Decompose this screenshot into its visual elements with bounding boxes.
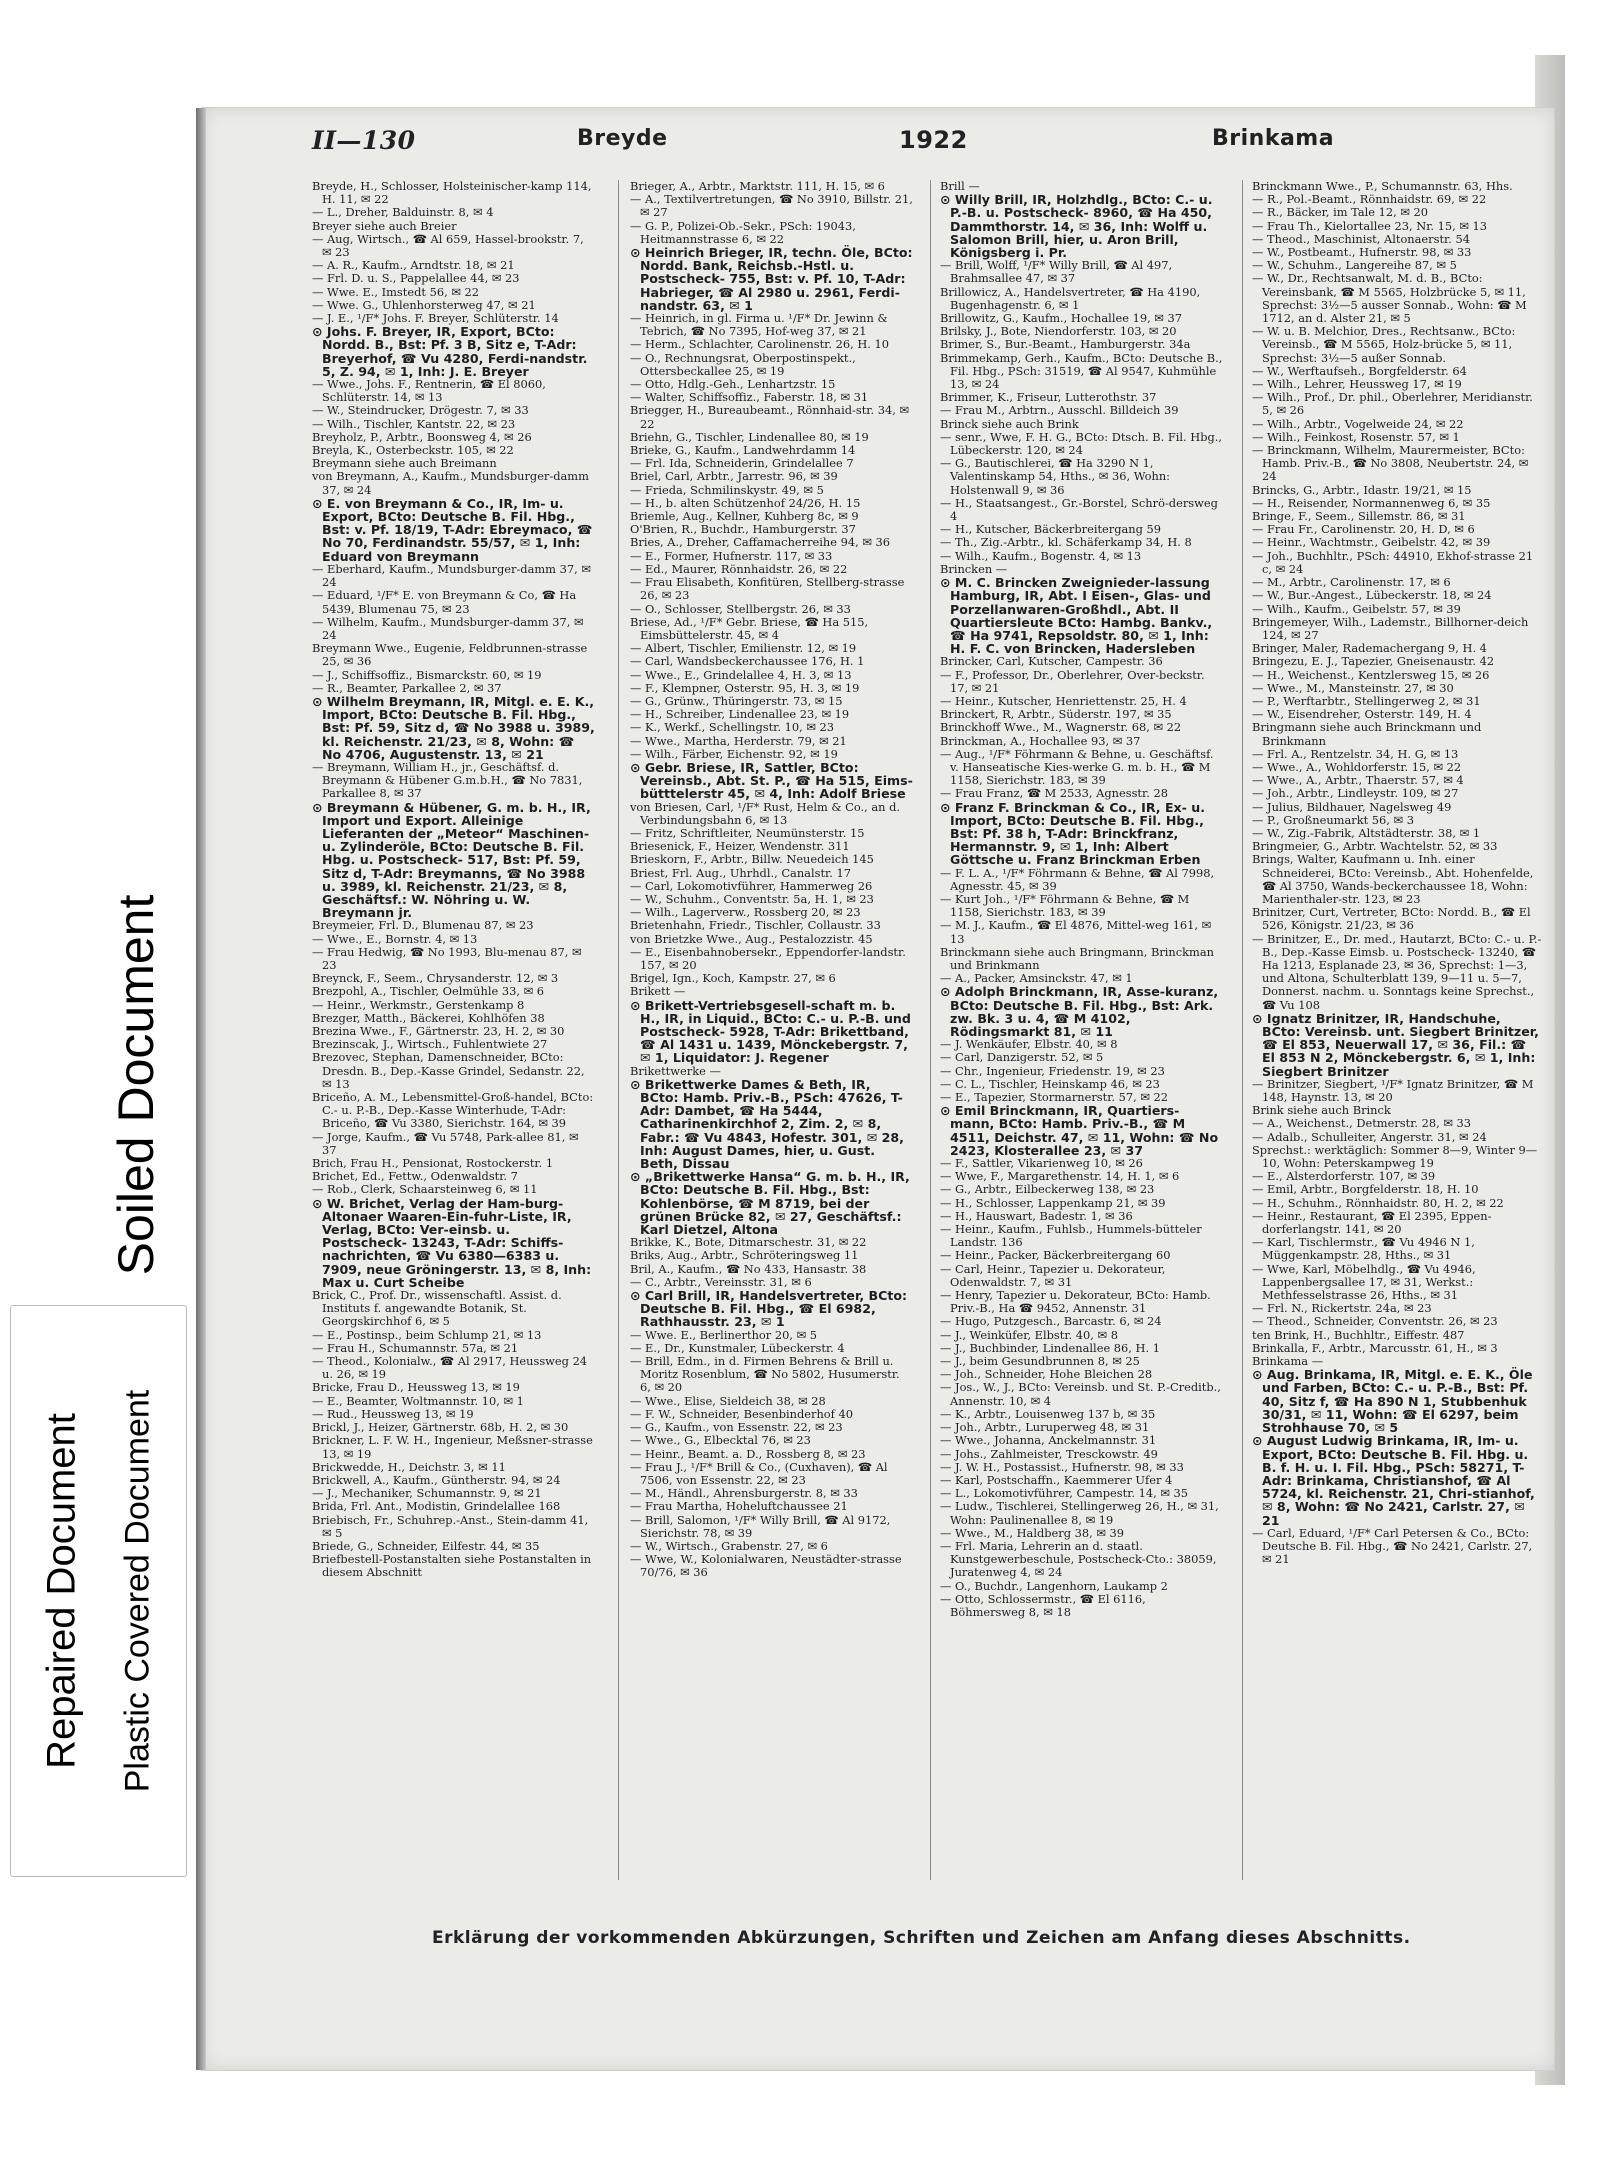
directory-entry: — Wilh., Tischler, Kantstr. 22, ✉ 23 [312,416,516,431]
directory-entry: — Wilh., Lagerverw., Rossberg 20, ✉ 23 [630,905,861,920]
directory-entry: — L., Dreher, Balduinstr. 8, ✉ 4 [312,205,494,220]
directory-entry: — H., Schuhm., Rönnhaidstr. 80, H. 2, ✉ 22 [1252,1195,1504,1210]
directory-entry: — Wilh., Färber, Eichenstr. 92, ✉ 19 [630,746,838,761]
directory-entry: — Heinr., Wachtmstr., Geibelstr. 42, ✉ 39 [1252,535,1491,550]
directory-entry: Breynck, F., Seem., Chrysanderstr. 12, ✉ 3 [312,971,559,986]
directory-entry: — J. E., ¹/F* Johs. F. Breyer, Schlüterstr. 14 [312,311,559,326]
directory-entry: Brinckmann siehe auch Bringmann, Brinckman und Brinkmann [940,944,1214,972]
directory-entry: Brillowicz, A., Handelsvertreter, ☎ Ha 4190, Bugenhagenstr. 6, ✉ 1 [940,284,1201,312]
directory-entry: — Frau H., Schumannstr. 57a, ✉ 21 [312,1340,519,1355]
directory-entry: — Frau Hedwig, ☎ No 1993, Blu-menau 87, ✉ 23 [312,944,582,972]
directory-entry: — Frieda, Schmilinskystr. 49, ✉ 5 [630,482,824,497]
directory-entry: ⊙ Aug. Brinkama, IR, Mitgl. e. E. K., Öle und Farben, BCto: C.- u. P.-B., Bst: Pf. 40, Sitz f, ☎ Ha 890 N 1, Stubbenhuk 30/31, ✉ 11, Wohn: ☎ El 6297, beim Strohhause 70, ✉ 5 [1252,1367,1533,1436]
directory-entry: — Heinr., Beamt. a. D., Rossberg 8, ✉ 23 [630,1446,866,1461]
directory-entry: — E., Eisenbahnobersekr., Eppendorfer-landstr. 157, ✉ 20 [630,944,906,972]
column-rule [930,180,931,1880]
directory-entry: — Chr., Ingenieur, Friedenstr. 19, ✉ 23 [940,1063,1165,1078]
directory-entry: — Joh., Buchhltr., PSch: 44910, Ekhof-strasse 21 c, ✉ 24 [1252,548,1534,576]
directory-entry: Brimmekamp, Gerh., Kaufm., BCto: Deutsche B., Fil. Hbg., PSch: 31519, ☎ Al 9547, Kuhmühle 13, ✉ 24 [940,350,1223,392]
directory-entry: — Frau J., ¹/F* Brill & Co., (Cuxhaven), ☎ Al 7506, von Essenstr. 22, ✉ 23 [630,1459,888,1487]
directory-entry: Bringe, F., Seem., Sillemstr. 86, ✉ 31 [1252,509,1466,524]
directory-entry: — Heinr., Packer, Bäckerbreitergang 60 [940,1248,1171,1263]
directory-entry: — Wwe, F., Margarethenstr. 14, H. 1, ✉ 6 [940,1169,1180,1184]
directory-entry: — Carl, Heinr., Tapezier u. Dekorateur, Odenwaldstr. 7, ✉ 31 [940,1261,1166,1289]
directory-entry: — Theod., Maschinist, Altonaerstr. 54 [1252,231,1470,246]
repaired-document-label [27,1306,97,1876]
directory-entry: Brikett — [630,984,686,999]
directory-entry: Brinckmann Wwe., P., Schumannstr. 63, Hhs. [1252,180,1513,193]
directory-entry: von Briesen, Carl, ¹/F* Rust, Helm & Co., an d. Verbindungsbahn 6, ✉ 13 [630,799,901,827]
directory-entry: — Kurt Joh., ¹/F* Föhrmann & Behne, ☎ M 1158, Sierichstr. 183, ✉ 39 [940,891,1190,920]
header-last-entry: Brinkama [1212,126,1335,151]
directory-entry: — K., Arbtr., Louisenweg 137 b, ✉ 35 [940,1406,1156,1421]
directory-entry: Briesenick, F., Heizer, Wendenstr. 311 [630,839,850,854]
directory-entry: — Carl, Lokomotivführer, Hammerweg 26 [630,878,873,893]
directory-entry: — Wwe., M., Mansteinstr. 27, ✉ 30 [1252,680,1454,695]
repaired-label-text: Repaired Document [39,1413,84,1769]
directory-entry: — Wilh., Arbtr., Vogelweide 24, ✉ 22 [1252,416,1464,431]
directory-entry: Briese, Ad., ¹/F* Gebr. Briese, ☎ Ha 515, Eimsbüttelerstr. 45, ✉ 4 [630,614,869,642]
binding-shadow [196,108,206,2070]
directory-entry: von Brietzke Wwe., Aug., Pestalozzistr. 45 [630,931,873,946]
directory-entry: Brinkalla, F., Arbtr., Marcusstr. 61, H., ✉ 3 [1252,1340,1498,1355]
page-header [312,126,1512,162]
directory-entry: Briest, Frl. Aug., Uhrhdl., Canalstr. 17 [630,865,851,880]
directory-entry: — Aug., ¹/F* Föhrmann & Behne, u. Geschäftsf. v. Hanseatische Kies-werke G. m. b. H., ☎ M 1158, Sierichstr. 183, ✉ 39 [940,746,1214,788]
directory-entry: — H., Schreiber, Lindenallee 23, ✉ 19 [630,707,850,722]
directory-entry: — Wilh., Kaufm., Bogenstr. 4, ✉ 13 [940,548,1142,563]
directory-entry: ⊙ E. von Breymann & Co., IR, Im- u. Export, BCto: Deutsche B. Fil. Hbg., Bst: v. Pf. 18/19, T-Adr: Ebreymaco, ☎ No 70, Ferdinandstr. 55/57, ✉ 1, Inh: Eduard von Breymann [312,495,593,564]
directory-entry: ⊙ Willy Brill, IR, Holzhdlg., BCto: C.- u. P.-B. u. Postscheck- 8960, ☎ Ha 450, Dammthorstr. 14, ✉ 36, Inh: Wolff u. Salomon Brill, hier, u. Aron Brill, Königsberg i. Pr. [940,192,1213,261]
directory-entry: — Eduard, ¹/F* E. von Breymann & Co, ☎ Ha 5439, Blumenau 75, ✉ 23 [312,588,577,616]
directory-entry: — K., Werkf., Schellingstr. 10, ✉ 23 [630,720,834,735]
directory-entry: — Herm., Schlachter, Carolinenstr. 26, H. 10 [630,337,889,352]
directory-entry: — F., Sattler, Vikarienweg 10, ✉ 26 [940,1156,1143,1171]
column-1 [312,180,595,1915]
directory-entry: — A., Packer, Amsinckstr. 47, ✉ 1 [940,971,1133,986]
directory-entry: — Brinitzer, Siegbert, ¹/F* Ignatz Brinitzer, ☎ M 148, Haynstr. 13, ✉ 20 [1252,1076,1534,1105]
directory-entry: — H., Hauswart, Badestr. 1, ✉ 36 [940,1208,1133,1223]
directory-entry: — Walter, Schiffsoffiz., Faberstr. 18, ✉ 31 [630,390,869,405]
directory-entry: Brimer, S., Bur.-Beamt., Hamburgerstr. 34a [940,337,1191,352]
directory-entry: ⊙ Brikettwerke Dames & Beth, IR, BCto: Hamb. Priv.-B., PSch: 47626, T-Adr: Dambet, ☎ Ha 5444, Catharinenkirchhof 2, Zim. 2, ✉ 8, Fabr.: ☎ Vu 4843, Hofestr. 301, ✉ 28, Inh: August Dames, hier, u. Gust. Beth, Dissau [630,1076,904,1172]
directory-entry: — P., Werftarbtr., Stellingerweg 2, ✉ 31 [1252,693,1481,708]
directory-entry: — Carl, Danzigerstr. 52, ✉ 5 [940,1050,1104,1065]
directory-entry: Bringer, Maler, Rademachergang 9, H. 4 [1252,641,1487,656]
directory-entry: — Aug, Wirtsch., ☎ Al 659, Hassel-brookstr. 7, ✉ 23 [312,231,584,260]
directory-entry: — W., Schuhm., Conventstr. 5a, H. 1, ✉ 23 [630,891,874,906]
directory-entry: — E., Tapezier, Stormarnerstr. 57, ✉ 22 [940,1090,1169,1105]
directory-entry: — M. J., Kaufm., ☎ El 4876, Mittel-weg 161, ✉ 13 [940,918,1212,946]
directory-entry: Briemle, Aug., Kellner, Kuhberg 8c, ✉ 9 [630,509,859,524]
directory-entry: Briede, G., Schneider, Eilfestr. 44, ✉ 35 [312,1538,540,1553]
directory-entry: — Albert, Tischler, Emilienstr. 12, ✉ 19 [630,641,857,656]
directory-entry: Brincker, Carl, Kutscher, Campestr. 36 [940,654,1163,669]
directory-entry: — W. u. B. Melchior, Dres., Rechtsanw., BCto: Vereinsb., ☎ M 5565, Holz-brücke 5, ✉ 11, Sprechst: 3½—5 außer Sonnab. [1252,324,1516,365]
directory-entry: Brinkama — [1252,1354,1324,1369]
directory-entry: Brick, C., Prof. Dr., wissenschaftl. Assist. d. Instituts f. angewandte Botanik, St. Georgskirchhof 6, ✉ 5 [312,1288,562,1329]
directory-entry: ⊙ Ignatz Brinitzer, IR, Handschuhe, BCto: Vereinsb. unt. Siegbert Brinitzer, ☎ El 853, Neuerwall 17, ✉ 36, Fil.: ☎ El 853 N 2, Mönckebergstr. 6, ✉ 1, Inh: Siegbert Brinitzer [1252,1010,1539,1079]
directory-entry: — E., Beamter, Woltmannstr. 10, ✉ 1 [312,1393,524,1408]
directory-entry: — Frau M., Arbtrn., Ausschl. Billdeich 39 [940,403,1179,418]
directory-entry: — Joh., Schneider, Hohe Bleichen 28 [940,1367,1153,1382]
directory-entry: — Wilh., Prof., Dr. phil., Oberlehrer, Meridianstr. 5, ✉ 26 [1252,390,1533,418]
directory-entry: — Otto, Hdlg.-Geh., Lenhartzstr. 15 [630,377,836,392]
directory-entry: — R., Beamter, Parkallee 2, ✉ 37 [312,680,502,695]
directory-entry: Breymeier, Frl. D., Blumenau 87, ✉ 23 [312,918,534,933]
directory-entry: — Wwe., G., Elbecktal 76, ✉ 23 [630,1433,811,1448]
directory-entry: — Julius, Bildhauer, Nagelsweg 49 [1252,799,1452,814]
directory-entry: ⊙ M. C. Brincken Zweignieder-lassung Hamburg, IR, Abt. I Eisen-, Glas- und Porzellanwaren-Großhdl., Abt. II Quartiersleute BCto: Hambg. Bankv., ☎ Ha 9741, Repsoldstr. 80, ✉ 1, Inh: H. F. C. von Brincken, Hadersleben [940,575,1213,657]
directory-entry: Brikke, K., Bote, Ditmarschestr. 31, ✉ 22 [630,1235,867,1250]
directory-entry: — J., Schiffsoffiz., Bismarckstr. 60, ✉ 19 [312,667,542,682]
directory-entry: Bringmeier, G., Arbtr. Wachtelstr. 52, ✉ 33 [1252,839,1498,854]
directory-entry: — A., Weichenst., Detmerstr. 28, ✉ 33 [1252,1116,1472,1131]
directory-entry: — H., Weichenst., Kentzlersweg 15, ✉ 26 [1252,667,1490,682]
directory-entry: Brickwell, A., Kaufm., Güntherstr. 94, ✉ 24 [312,1472,561,1487]
directory-entry: — G., Arbtr., Eilbeckerweg 138, ✉ 23 [940,1182,1155,1197]
directory-entry: Bringemeyer, Wilh., Lademstr., Billhorner-deich 124, ✉ 27 [1252,614,1529,642]
page-footer-note: Erklärung der vorkommenden Abkürzungen, Schriften und Zeichen am Anfang dieses Abschnitts. [432,1928,1411,1948]
directory-entry: — senr., Wwe, F. H. G., BCto: Dtsch. B. Fil. Hbg., Lübeckerstr. 120, ✉ 24 [940,429,1223,458]
directory-entry: — Karl, Tischlermstr., ☎ Vu 4946 N 1, Müggenkampstr. 28, Hths., ✉ 31 [1252,1235,1475,1263]
directory-entry: Brietenhahn, Friedr., Tischler, Collaustr. 33 [630,918,881,933]
directory-entry: O'Brien, R., Buchdr., Hamburgerstr. 37 [630,522,856,537]
directory-entry: — W., Bur.-Angest., Lübeckerstr. 18, ✉ 24 [1252,588,1492,603]
directory-entry: ⊙ W. Brichet, Verlag der Ham-burg-Altonaer Waaren-Ein-fuhr-Liste, IR, Verlag, BCto: Ver-einsb. u. Postscheck- 13243, T-Adr: Schiffs-nachrichten, ☎ Vu 6380—6383 u. 7909, neue Gröningerstr. 13, ✉ 8, Inh: Max u. Curt Scheibe [312,1195,592,1290]
condition-label-card [10,1305,187,1877]
directory-entry: Brinckman, A., Hochallee 93, ✉ 37 [940,733,1141,748]
directory-entry: — J., Buchbinder, Lindenallee 86, H. 1 [940,1340,1160,1355]
directory-entry: — J., beim Gesundbrunnen 8, ✉ 25 [940,1354,1140,1369]
directory-entry: Briel, Carl, Arbtr., Jarrestr. 96, ✉ 39 [630,469,838,484]
directory-entry: — Wwe., E., Bornstr. 4, ✉ 13 [312,931,478,946]
directory-entry: — Ludw., Tischlerei, Stellingerweg 26, H., ✉ 31, Wohn: Paulinenallee 8, ✉ 19 [940,1499,1219,1527]
directory-entry: — H., Kutscher, Bäckerbreitergang 59 [940,522,1162,537]
directory-entry: Breymann siehe auch Breimann [312,456,497,471]
directory-entry: Bries, A., Dreher, Caffamacherreihe 94, ✉ 36 [630,535,891,550]
directory-entry: Brinckhoff Wwe., M., Wagnerstr. 68, ✉ 22 [940,720,1182,735]
directory-entry: Breyer siehe auch Breier [312,218,457,233]
directory-entry: — Frau Th., Kielortallee 23, Nr. 15, ✉ 13 [1252,218,1488,233]
directory-entry: — E., Dr., Kunstmaler, Lübeckerstr. 4 [630,1340,845,1355]
directory-entry: ten Brink, H., Buchhltr., Eiffestr. 487 [1252,1327,1465,1342]
directory-entry: Briceño, A. M., Lebensmittel-Groß-handel, BCto: C.- u. P.-B., Dep.-Kasse Winterhude, T-Adr: Briceño, ☎ Vu 3380, Sierichstr. 164, ✉ 39 [312,1090,594,1131]
directory-entry: Bringmann siehe auch Brinckmann und Brinkmann [1252,720,1482,748]
directory-entry: — Heinr., Kutscher, Henriettenstr. 25, H. 4 [940,693,1187,708]
directory-entry: — Wilh., Feinkost, Rosenstr. 57, ✉ 1 [1252,429,1460,444]
directory-entry: — Frau Martha, Hoheluftchaussee 21 [630,1499,848,1514]
directory-entry: — H., Schlosser, Lappenkamp 21, ✉ 39 [940,1195,1166,1210]
directory-entry: Brich, Frau H., Pensionat, Rostockerstr. 1 [312,1156,554,1171]
directory-entry: — Frl. A., Rentzelstr. 34, H. G, ✉ 13 [1252,746,1459,761]
directory-entry: — E., Former, Hufnerstr. 117, ✉ 33 [630,548,833,563]
directory-entry: Brillowitz, G., Kaufm., Hochallee 19, ✉ 37 [940,311,1182,326]
directory-entry: — Adalb., Schulleiter, Angerstr. 31, ✉ 24 [1252,1129,1487,1144]
directory-entry: Briks, Aug., Arbtr., Schröteringsweg 11 [630,1248,859,1263]
directory-entry: — Frau Franz, ☎ M 2533, Agnesstr. 28 [940,786,1168,801]
directory-entry: — G., Bautischlerei, ☎ Ha 3290 N 1, Valentinskamp 54, Hths., ✉ 36, Wohn: Holstenwall 9, ✉ 36 [940,456,1170,497]
directory-entry: — W., Steindrucker, Drögestr. 7, ✉ 33 [312,403,529,418]
directory-entry: — A., Textilvertretungen, ☎ No 3910, Billstr. 21, ✉ 27 [630,192,913,220]
page-number: II—130 [312,126,416,155]
directory-entry: — W., Werftaufseh., Borgfelderstr. 64 [1252,363,1467,378]
directory-entry: — Brill, Edm., in d. Firmen Behrens & Brill u. Moritz Rosenblum, ☎ No 5802, Husumerstr. 6, ✉ 20 [630,1354,900,1395]
directory-entry: — Wwe, W., Kolonialwaren, Neustädter-strasse 70/76, ✉ 36 [630,1552,902,1580]
directory-entry: Brigel, Ign., Koch, Kampstr. 27, ✉ 6 [630,971,836,986]
directory-entry: Brieke, G., Kaufm., Landwehrdamm 14 [630,443,856,458]
directory-entry: — C. L., Tischler, Heinskamp 46, ✉ 23 [940,1076,1160,1091]
directory-entry: — Wwe., Martha, Herderstr. 79, ✉ 21 [630,733,847,748]
directory-entry: Bringezu, E. J., Tapezier, Gneisenaustr. 42 [1252,654,1495,669]
directory-entry: — Frl. N., Rickertstr. 24a, ✉ 23 [1252,1301,1432,1316]
directory-entry: Brieger, A., Arbtr., Marktstr. 111, H. 15, ✉ 6 [630,180,885,193]
directory-entry: — G., Grünw., Thüringerstr. 73, ✉ 15 [630,693,843,708]
directory-entry: — J. Wenkäufer, Elbstr. 40, ✉ 8 [940,1037,1118,1052]
column-rule [1242,180,1243,1880]
directory-entry: ⊙ Wilhelm Breymann, IR, Mitgl. e. E. K., Import, BCto: Deutsche B. Fil. Hbg., Bst: Pf. 59, Sitz d, ☎ No 3988 u. 3989, kl. Reichenstr. 21/23, ✉ 8, Wohn: ☎ No 4706, Augustenstr. 13, ✉ 21 [312,693,595,762]
directory-entry: — O., Schlosser, Stellbergstr. 26, ✉ 33 [630,601,851,616]
directory-entry: ⊙ Franz F. Brinckman & Co., IR, Ex- u. Import, BCto: Deutsche B. Fil. Hbg., Bst: Pf. 38 h, T-Adr: Brinckfranz, Hermannstr. 9, ✉ 1, Inh: Albert Göttsche u. Franz Brinckman Erben [940,799,1206,868]
directory-entry: Brincks, G., Arbtr., Idastr. 19/21, ✉ 15 [1252,482,1472,497]
directory-entry: Breyholz, P., Arbtr., Boonsweg 4, ✉ 26 [312,429,532,444]
directory-entry: ⊙ Adolph Brinckmann, IR, Asse-kuranz, BCto: Deutsche B. Fil. Hbg., Bst: Ark. zw. Bk. 3 u. 4, ☎ M 4102, Rödingsmarkt 81, ✉ 11 [940,984,1219,1039]
directory-entry: Briebisch, Fr., Schuhrep.-Anst., Stein-damm 41, ✉ 5 [312,1512,589,1540]
directory-entry: — Carl, Wandsbeckerchaussee 176, H. 1 [630,654,865,669]
directory-entry: — Hugo, Putzgesch., Barcastr. 6, ✉ 24 [940,1314,1162,1329]
column-rule [618,180,619,1880]
directory-entry: Bril, A., Kaufm., ☎ No 433, Hansastr. 38 [630,1261,867,1276]
directory-entry: — F., Klempner, Osterstr. 95, H. 3, ✉ 19 [630,680,860,695]
directory-entry: — Rob., Clerk, Schaarsteinweg 6, ✉ 11 [312,1182,538,1197]
directory-entry: — Joh., Arbtr., Luruperweg 48, ✉ 31 [940,1420,1150,1435]
directory-entry: — Heinr., Werkmstr., Gerstenkamp 8 [312,997,525,1012]
directory-entry: — Frl. D. u. S., Pappelallee 44, ✉ 23 [312,271,520,286]
scan-border [0,0,1600,55]
directory-entry: — Wwe., Johs. F., Rentnerin, ☎ El 8060, Schlüterstr. 14, ✉ 13 [312,377,546,405]
directory-entry: — Karl, Postschaffn., Kaemmerer Ufer 4 [940,1472,1173,1487]
directory-entry: ⊙ Carl Brill, IR, Handelsvertreter, BCto: Deutsche B. Fil. Hbg., ☎ El 6982, Rathhausstr. 23, ✉ 1 [630,1288,908,1330]
header-year: 1922 [899,126,968,154]
directory-entry: — O., Rechnungsrat, Oberpostinspekt., Ottersbeckallee 25, ✉ 19 [630,350,856,378]
directory-entry: — Heinrich, in gl. Firma u. ¹/F* Dr. Jewinn & Tebrich, ☎ No 7395, Hof-weg 37, ✉ 21 [630,311,888,339]
directory-entry: Brilsky, J., Bote, Niendorferstr. 103, ✉ 20 [940,324,1177,339]
directory-entry: Brida, Frl. Ant., Modistin, Grindelallee 168 [312,1499,561,1514]
directory-entry: Brincken — [940,561,1008,576]
directory-entry: — E., Postinsp., beim Schlump 21, ✉ 13 [312,1327,542,1342]
directory-entry: — Carl, Eduard, ¹/F* Carl Petersen & Co., BCto: Deutsche B. Fil. Hbg., ☎ No 2421, Carlstr. 27, ✉ 21 [1252,1525,1533,1567]
directory-entry: Sprechst.: werktäglich: Sommer 8—9, Winter 9—10, Wohn: Peterskampweg 19 [1252,1142,1538,1171]
directory-entry: Brinck siehe auch Brink [940,416,1079,431]
directory-entry: — Emil, Arbtr., Borgfelderstr. 18, H. 10 [1252,1182,1479,1197]
directory-entry: Brickl, J., Heizer, Gärtnerstr. 68b, H. 2, ✉ 30 [312,1420,569,1435]
directory-entry: Bricke, Frau D., Heussweg 13, ✉ 19 [312,1380,520,1395]
directory-entry: Brinckert, R, Arbtr., Süderstr. 197, ✉ 35 [940,707,1172,722]
directory-entry: — Wwe., E., Grindelallee 4, H. 3, ✉ 13 [630,667,852,682]
directory-entry: — J., Mechaniker, Schumannstr. 9, ✉ 21 [312,1486,542,1501]
directory-entry: — Brinckmann, Wilhelm, Maurermeister, BCto: Hamb. Priv.-B., ☎ No 3808, Neubertstr. 24, ✉ 24 [1252,443,1529,484]
directory-entry: Brimmer, K., Friseur, Lutterothstr. 37 [940,390,1157,405]
directory-entry: — G., Kaufm., von Essenstr. 22, ✉ 23 [630,1420,843,1435]
directory-entry: — Frl. Maria, Lehrerin an d. staatl. Kunstgewerbeschule, Postscheck-Cto.: 38059, Juratenweg 4, ✉ 24 [940,1538,1217,1580]
directory-entry: — Heinr., Kaufm., Fuhlsb., Hummels-bütteler Landstr. 136 [940,1222,1202,1250]
directory-entry: — Jos., W., J., BCto: Vereinsb. und St. P.-Creditb., Annenstr. 10, ✉ 4 [940,1380,1221,1408]
directory-entry: ⊙ Johs. F. Breyer, IR, Export, BCto: Nordd. B., Bst: Pf. 3 B, Sitz e, T-Adr: Breyerhof, ☎ Vu 4280, Ferdi-nandstr. 5, Z. 94, ✉ 1, Inh: J. E. Breyer [312,324,588,379]
directory-entry: Brings, Walter, Kaufmann u. Inh. einer Schneiderei, BCto: Vereinsb., Abt. Hohenfelde, ☎ Al 3750, Wands-beckerchaussee 18, Wohn: Marienthaler-str. 123, ✉ 23 [1252,852,1534,906]
header-first-entry: Breyde [577,126,668,151]
directory-entry: — M., Händl., Ahrensburgerstr. 8, ✉ 33 [630,1486,858,1501]
directory-entry: — Theod., Kolonialw., ☎ Al 2917, Heussweg 24 u. 26, ✉ 19 [312,1354,588,1382]
directory-entry: ⊙ Heinrich Brieger, IR, techn. Öle, BCto: Nordd. Bank, Reichsb.-Hstl. u. Postscheck- 755, Bst: v. Pf. 10, T-Adr: Habrieger, ☎ Al 2980 u. 2961, Ferdi-nandstr. 63, ✉ 1 [630,245,913,313]
directory-entry: — R., Pol.-Beamt., Rönnhaidstr. 69, ✉ 22 [1252,192,1487,207]
directory-entry: Brezovec, Stephan, Damenschneider, BCto: Dresdn. B., Dep.-Kasse Grindel, Sedanstr. 22, ✉ 13 [312,1050,585,1091]
directory-entry: Brickwedde, H., Deichstr. 3, ✉ 11 [312,1459,506,1474]
directory-entry: ⊙ Gebr. Briese, IR, Sattler, BCto: Vereinsb., Abt. St. P., ☎ Ha 515, Eims-bütttelerstr 45, ✉ 4, Inh: Adolf Briese [630,759,913,802]
directory-entry: — W., Zig.-Fabrik, Altstädterstr. 38, ✉ 1 [1252,825,1481,840]
directory-entry: Brezina Wwe., F., Gärtnerstr. 23, H. 2, ✉ 30 [312,1024,565,1038]
directory-entry: — H., b. alten Schützenhof 24/26, H. 15 [630,495,861,510]
column-2 [630,180,913,1915]
directory-entry: Brink siehe auch Brinck [1252,1103,1391,1118]
plastic-label-text: Plastic Covered Document [118,1389,157,1793]
directory-entry: Brikettwerke — [630,1063,721,1078]
directory-entry: — Jorge, Kaufm., ☎ Vu 5748, Park-allee 81, ✉ 37 [312,1129,579,1157]
directory-entry: Breyde, H., Schlosser, Holsteinischer-kamp 114, H. 11, ✉ 22 [312,180,592,207]
directory-entry: — Otto, Schlossermstr., ☎ El 6116, Böhmersweg 8, ✉ 18 [940,1591,1146,1619]
directory-entry: Breyla, K., Osterbeckstr. 105, ✉ 22 [312,443,514,458]
directory-entry: Brezinscak, J., Wirtsch., Fuhlentwiete 27 [312,1037,548,1052]
directory-entry: — J., Weinküfer, Elbstr. 40, ✉ 8 [940,1327,1118,1342]
directory-entry: ⊙ Breymann & Hübener, G. m. b. H., IR, Import und Export. Alleinige Lieferanten der „Meteor“ Maschinen- u. Zylinderöle, BCto: Deutsche B. Fil. Hbg. u. Postscheck- 517, Bst: Pf. 59, Sitz d, T-Adr: Breymanns, ☎ No 3988 u. 3989, kl. Reichenstr. 21/23, ✉ 8, Geschäftsf.: W. Nöhring u. W. Breymann jr. [312,799,591,921]
directory-entry: — Eberhard, Kaufm., Mundsburger-damm 37, ✉ 24 [312,561,591,590]
directory-entry: — Wwe. E., Berlinerthor 20, ✉ 5 [630,1327,817,1342]
directory-entry: — Brill, Salomon, ¹/F* Willy Brill, ☎ Al 9172, Sierichstr. 78, ✉ 39 [630,1512,891,1540]
directory-entry: — Breymann, William H., jr., Geschäftsf. d. Breymann & Hübener G.m.b.H., ☎ No 7831, Parkallee 8, ✉ 37 [312,759,583,801]
soiled-document-label [96,805,176,1365]
directory-entry: Briehn, G., Tischler, Lindenallee 80, ✉ 19 [630,429,869,444]
directory-entry: — Wwe., Johanna, Anckelmannstr. 31 [940,1433,1157,1448]
directory-entry: — Wwe., M., Haldberg 38, ✉ 39 [940,1525,1125,1540]
directory-entry: — Wwe. G., Uhlenhorsterweg 47, ✉ 21 [312,297,536,312]
directory-entry: — Henry, Tapezier u. Dekorateur, BCto: Hamb. Priv.-B., Ha ☎ 9452, Annenstr. 31 [940,1288,1211,1316]
directory-entry: Brezpohl, A., Tischler, Oelmühle 33, ✉ 6 [312,984,544,999]
directory-entry: — A. R., Kaufm., Arndtstr. 18, ✉ 21 [312,258,515,273]
directory-entry: — H., Reisender, Normannenweg 6, ✉ 35 [1252,495,1491,510]
directory-entry: — W., Schuhm., Langereihe 87, ✉ 5 [1252,258,1457,273]
directory-entry: — Wwe, Karl, Möbelhdlg., ☎ Vu 4946, Lappenbergsallee 17, ✉ 31, Werkst.: Methfesselstrasse 26, Hths., ✉ 31 [1252,1261,1476,1303]
directory-entry: ⊙ „Brikettwerke Hansa“ G. m. b. H., IR, BCto: Deutsche B. Fil. Hbg., Bst: Kohlenbörse, ☎ M 8719, bei der grünen Brücke 82, ✉ 27, Geschäftsf.: Karl Dietzel, Altona [630,1169,910,1238]
directory-entry: — F. L. A., ¹/F* Föhrmann & Behne, ☎ Al 7998, Agnesstr. 45, ✉ 39 [940,865,1215,893]
directory-entry: — Wilh., Lehrer, Heussweg 17, ✉ 19 [1252,377,1462,392]
directory-entry: Brezger, Matth., Bäckerei, Kohlhöfen 38 [312,1010,545,1025]
directory-entry: — C., Arbtr., Vereinsstr. 31, ✉ 6 [630,1274,812,1289]
directory-entry: — Rud., Heussweg 13, ✉ 19 [312,1406,474,1421]
directory-entry: — Frl. Ida, Schneiderin, Grindelallee 7 [630,456,854,471]
directory-columns [312,180,1554,1915]
directory-entry: — P., Großneumarkt 56, ✉ 3 [1252,812,1414,827]
directory-entry: — Wwe. E., Imstedt 56, ✉ 22 [312,284,479,299]
directory-entry: Brill — [940,180,980,193]
directory-entry: — J. W. H., Postassist., Hufnerstr. 98, ✉ 33 [940,1459,1184,1474]
soiled-label-text: Soiled Document [108,894,164,1276]
directory-entry: — R., Bäcker, im Tale 12, ✉ 20 [1252,205,1429,220]
directory-entry: — W., Postbeamt., Hufnerstr. 98, ✉ 33 [1252,245,1472,260]
directory-entry: — F., Professor, Dr., Oberlehrer, Over-beckstr. 17, ✉ 21 [940,667,1205,695]
directory-entry: Brieskorn, F., Arbtr., Billw. Neuedeich 145 [630,852,874,867]
directory-entry: — M., Arbtr., Carolinenstr. 17, ✉ 6 [1252,575,1451,590]
directory-entry: — Heinr., Restaurant, ☎ El 2395, Eppen-dorferlangstr. 141, ✉ 20 [1252,1208,1492,1237]
directory-entry: — Ed., Maurer, Rönnhaidstr. 26, ✉ 22 [630,561,848,576]
directory-entry: — Brinitzer, E., Dr. med., Hautarzt, BCto: C.- u. P.-B., Dep.-Kasse Eimsb. u. Postscheck- 13240, ☎ Ha 1213, Esplanade 23, ✉ 36, Sprechst: 1—3, und Altona, Schulterblatt 139, 9—11 u. 5—7, Donnerst. nachm. u. Sonntags keine Sprechst., ☎ Vu 108 [1252,931,1542,1012]
directory-entry: — Joh., Arbtr., Lindleystr. 109, ✉ 27 [1252,786,1459,801]
directory-entry: Brickner, L. F. W. H., Ingenieur, Meßsner-strasse 13, ✉ 19 [312,1433,593,1461]
directory-entry: — H., Staatsangest., Gr.-Borstel, Schrö-dersweg 4 [940,495,1218,524]
directory-entry: ⊙ August Ludwig Brinkama, IR, Im- u. Export, BCto: Deutsche B. Fil. Hbg. u. B. f. H. u. I. Fil. Hbg., PSch: 58271, T-Adr: Brinkama, Christianshof, ☎ Al 5724, kl. Reichenstr. 21, Chri-stianhof, ✉ 8, Wohn: ☎ No 2421, Carlstr. 27, ✉ 21 [1252,1433,1535,1528]
directory-entry: — Brill, Wolff, ¹/F* Willy Brill, ☎ Al 497, Brahmsallee 47, ✉ 37 [940,258,1173,286]
directory-entry: ⊙ Brikett-Vertriebsgesell-schaft m. b. H., IR, in Liquid., BCto: C.- u. P.-B. und Postscheck- 5928, T-Adr: Brikettband, ☎ Al 1431 u. 1439, Mönckebergstr. 7, ✉ 1, Liquidator: J. Regener [630,997,911,1066]
directory-entry: — W., Dr., Rechtsanwalt, M. d. B., BCto: Vereinsbank, ☎ M 5565, Holzbrücke 5, ✉ 11, Sprechst: 3½—5 ausser Sonnab., Wohn: ☎ M 1712, an d. Alster 21, ✉ 5 [1252,271,1527,326]
column-3 [940,180,1223,1915]
directory-entry: — Frau Fr., Carolinenstr. 20, H. D, ✉ 6 [1252,522,1475,537]
directory-entry: Breymann Wwe., Eugenie, Feldbrunnen-strasse 25, ✉ 36 [312,641,588,669]
directory-entry: — O., Buchdr., Langenhorn, Laukamp 2 [940,1578,1168,1593]
directory-entry: — Wilh., Kaufm., Geibelstr. 57, ✉ 39 [1252,601,1461,616]
directory-entry: — E., Alsterdorferstr. 107, ✉ 39 [1252,1169,1436,1184]
directory-entry: — G. P., Polizei-Ob.-Sekr., PSch: 19043, Heitmannstrasse 6, ✉ 22 [630,218,856,246]
directory-entry: — Th., Zig.-Arbtr., kl. Schäferkamp 34, H. 8 [940,535,1192,550]
directory-entry: — F. W., Schneider, Besenbinderhof 40 [630,1406,853,1421]
directory-entry: — L., Lokomotivführer, Campestr. 14, ✉ 35 [940,1486,1189,1501]
directory-entry: — Theod., Schneider, Conventstr. 26, ✉ 23 [1252,1314,1498,1329]
directory-entry: — Frau Elisabeth, Konfitüren, Stellberg-strasse 26, ✉ 23 [630,575,905,603]
directory-entry: — W., Wirtsch., Grabenstr. 27, ✉ 6 [630,1538,828,1553]
column-4 [1252,180,1542,1915]
directory-entry: Brinitzer, Curt, Vertreter, BCto: Nordd. B., ☎ El 526, Königstr. 21/23, ✉ 36 [1252,905,1531,933]
directory-entry: Briefbestell-Postanstalten siehe Postanstalten in diesem Abschnitt [312,1552,592,1580]
directory-entry: von Breymann, A., Kaufm., Mundsburger-damm 37, ✉ 24 [312,469,589,497]
directory-entry: — Wwe., A., Arbtr., Thaerstr. 57, ✉ 4 [1252,773,1464,788]
directory-entry: — Fritz, Schriftleiter, Neumünsterstr. 15 [630,825,865,840]
directory-entry: — W., Eisendreher, Osterstr. 149, H. 4 [1252,707,1472,722]
directory-entry: — Wwe., A., Wohldorferstr. 15, ✉ 22 [1252,759,1462,774]
directory-entry: Briegger, H., Bureaubeamt., Rönnhaid-str. 34, ✉ 22 [630,403,909,431]
directory-entry: ⊙ Emil Brinckmann, IR, Quartiers-mann, BCto: Hamb. Priv.-B., ☎ M 4511, Deichstr. 47, ✉ 11, Wohn: ☎ No 2423, Klosterallee 23, ✉ 37 [940,1103,1219,1158]
directory-entry: Brichet, Ed., Fettw., Odenwaldstr. 7 [312,1169,518,1184]
directory-entry: — Wwe., Elise, Sieldeich 38, ✉ 28 [630,1393,826,1408]
directory-entry: — Wilhelm, Kaufm., Mundsburger-damm 37, ✉ 24 [312,614,584,642]
directory-entry: — Johs., Zahlmeister, Tresckowstr. 49 [940,1446,1158,1461]
plastic-covered-label [103,1306,173,1876]
